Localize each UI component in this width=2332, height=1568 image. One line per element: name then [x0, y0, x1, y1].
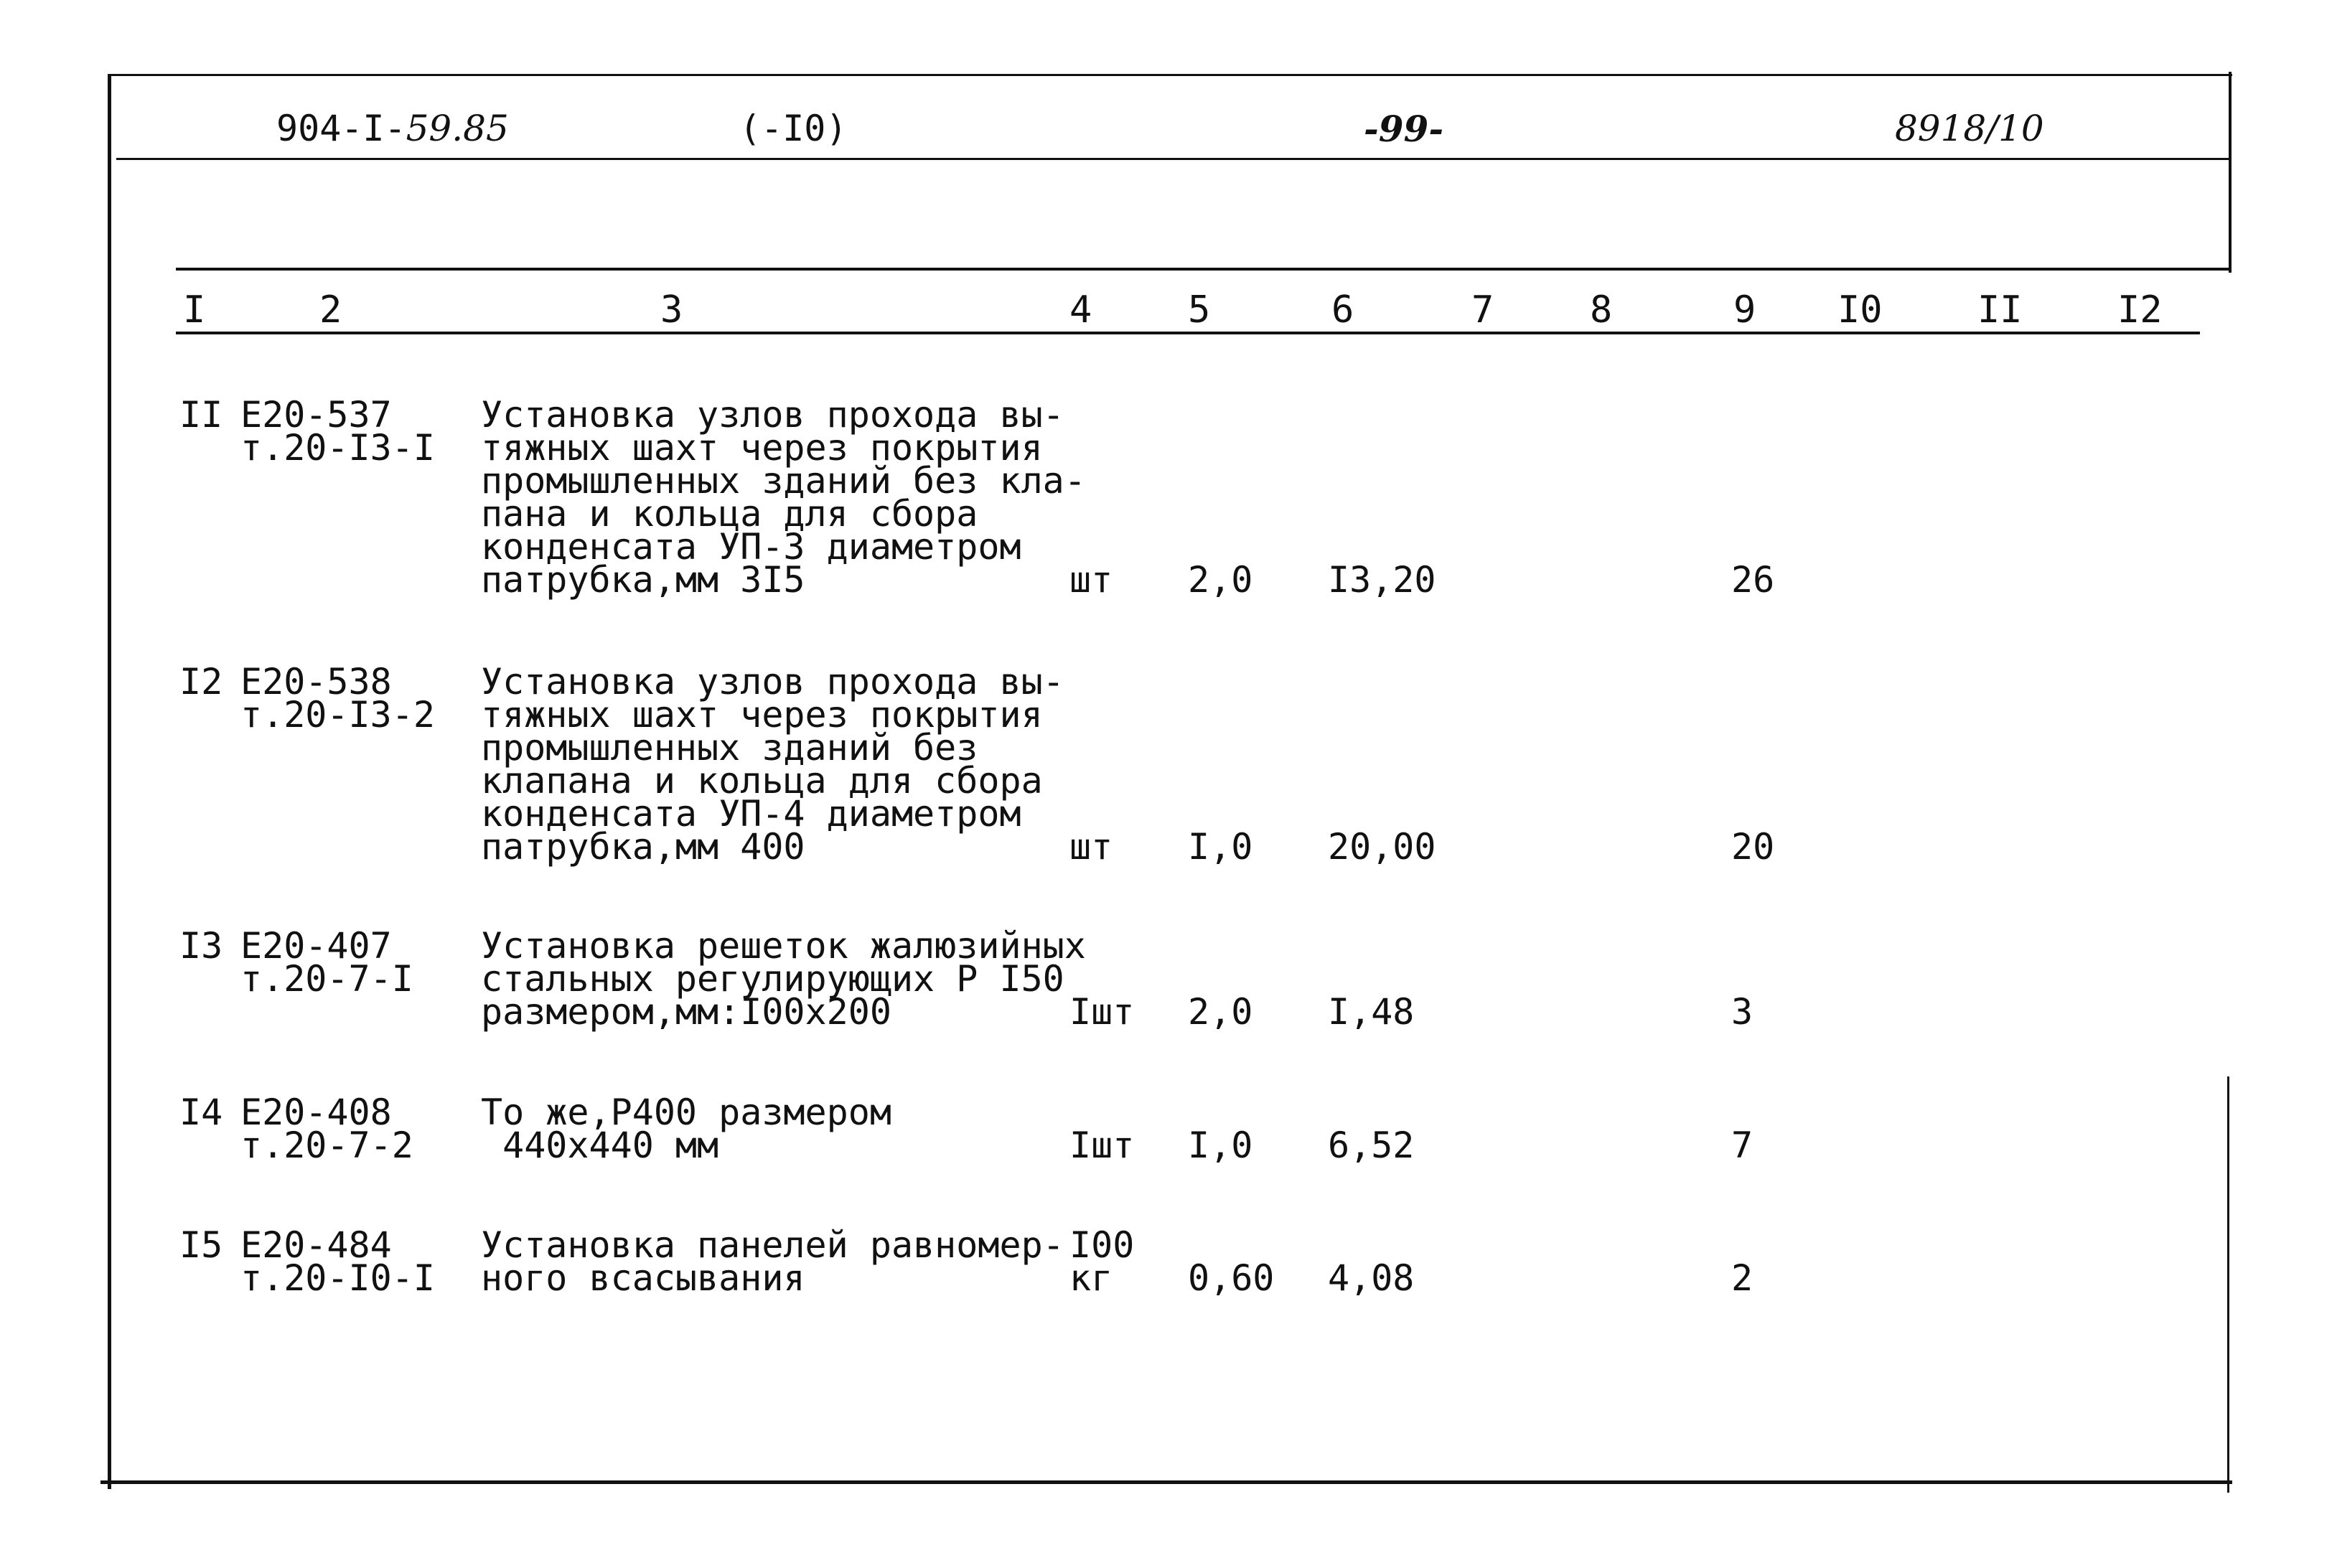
column-header-2: 2 [319, 288, 342, 332]
row-unit: шт [1069, 826, 1113, 868]
row-unit-line1: I00 [1069, 1224, 1135, 1266]
section-code: (-I0) [739, 108, 848, 149]
row-value-col6: I3,20 [1328, 559, 1436, 601]
row-quantity: 0,60 [1188, 1257, 1275, 1299]
column-header-1: I [183, 288, 206, 332]
row-number: I4 [179, 1092, 223, 1133]
row-description-line: конденсата УП-4 диаметром [481, 793, 1021, 835]
row-value-col6: 4,08 [1328, 1257, 1415, 1299]
doc-number-printed: 904-I- [276, 108, 406, 149]
row-description-line: пана и кольца для сбора [481, 493, 978, 535]
row-unit: Iшт [1069, 1125, 1135, 1166]
row-table-ref: т.20-I3-2 [240, 694, 435, 736]
frame-right-border [2229, 72, 2232, 273]
column-header-8: 8 [1590, 288, 1613, 332]
page-number: -99- [1364, 108, 1444, 150]
row-number: II [179, 394, 223, 436]
row-value-col9: 20 [1731, 826, 1775, 868]
row-description-line: размером,мм:I00x200 [481, 991, 891, 1033]
row-code: E20-407 [240, 925, 392, 967]
row-quantity: I,0 [1188, 826, 1253, 868]
row-value-col9: 26 [1731, 559, 1775, 601]
row-value-col9: 3 [1731, 991, 1753, 1033]
row-description-line: тяжных шахт через покрытия [481, 694, 1043, 736]
column-header-7: 7 [1471, 288, 1494, 332]
row-number: I2 [179, 661, 223, 703]
column-header-rule [176, 332, 2200, 334]
row-description-line: ного всасывания [481, 1257, 805, 1299]
row-description-line: То же,Р400 размером [481, 1092, 891, 1133]
row-value-col9: 2 [1731, 1257, 1753, 1299]
frame-left-border [108, 75, 111, 1489]
doc-number-handwritten: 59.85 [406, 108, 509, 149]
row-description-line: тяжных шахт через покрытия [481, 427, 1043, 469]
row-description-line: Установка узлов прохода вы- [481, 661, 1064, 703]
table-top-rule [176, 268, 2230, 271]
column-header-11: II [1977, 288, 2023, 332]
row-description-line: Установка узлов прохода вы- [481, 394, 1064, 436]
row-number: I3 [179, 925, 223, 967]
doc-number [276, 108, 509, 149]
row-number: I5 [179, 1224, 223, 1266]
row-description-line: 440x440 мм [481, 1125, 719, 1166]
column-header-4: 4 [1069, 288, 1092, 332]
header-divider [116, 158, 2230, 160]
column-header-9: 9 [1733, 288, 1756, 332]
row-value-col6: I,48 [1328, 991, 1415, 1033]
row-code: E20-538 [240, 661, 392, 703]
frame-bottom-border [100, 1480, 2232, 1484]
row-table-ref: т.20-7-2 [240, 1125, 413, 1166]
frame-right-border-lower [2227, 1076, 2229, 1493]
row-description-line: клапана и кольца для сбора [481, 760, 1043, 802]
row-unit: шт [1069, 559, 1113, 601]
column-header-10: I0 [1837, 288, 1883, 332]
row-quantity: 2,0 [1188, 991, 1253, 1033]
row-description-line: стальных регулирующих Р I50 [481, 958, 1064, 1000]
row-unit-line2: кг [1069, 1257, 1113, 1299]
column-header-3: 3 [660, 288, 683, 332]
row-description-line: Установка решеток жалюзийных [481, 925, 1086, 967]
row-quantity: I,0 [1188, 1125, 1253, 1166]
row-description-line: промышленных зданий без [481, 727, 978, 769]
column-header-5: 5 [1188, 288, 1211, 332]
row-description-line: промышленных зданий без кла- [481, 460, 1086, 502]
frame-top-border [108, 74, 2232, 76]
row-description-line: конденсата УП-3 диаметром [481, 526, 1021, 568]
row-code: E20-408 [240, 1092, 392, 1133]
row-table-ref: т.20-I0-I [240, 1257, 435, 1299]
column-header-12: I2 [2117, 288, 2163, 332]
row-description-line: Установка панелей равномер- [481, 1224, 1064, 1266]
column-header-6: 6 [1331, 288, 1354, 332]
row-value-col6: 6,52 [1328, 1125, 1415, 1166]
row-code: E20-537 [240, 394, 392, 436]
row-description-line: патрубка,мм 3I5 [481, 559, 805, 601]
row-unit: Iшт [1069, 991, 1135, 1033]
row-code: E20-484 [240, 1224, 392, 1266]
row-value-col6: 20,00 [1328, 826, 1436, 868]
row-quantity: 2,0 [1188, 559, 1253, 601]
reference-number: 8918/10 [1895, 108, 2044, 149]
row-table-ref: т.20-I3-I [240, 427, 435, 469]
row-value-col9: 7 [1731, 1125, 1753, 1166]
row-description-line: патрубка,мм 400 [481, 826, 805, 868]
row-table-ref: т.20-7-I [240, 958, 413, 1000]
